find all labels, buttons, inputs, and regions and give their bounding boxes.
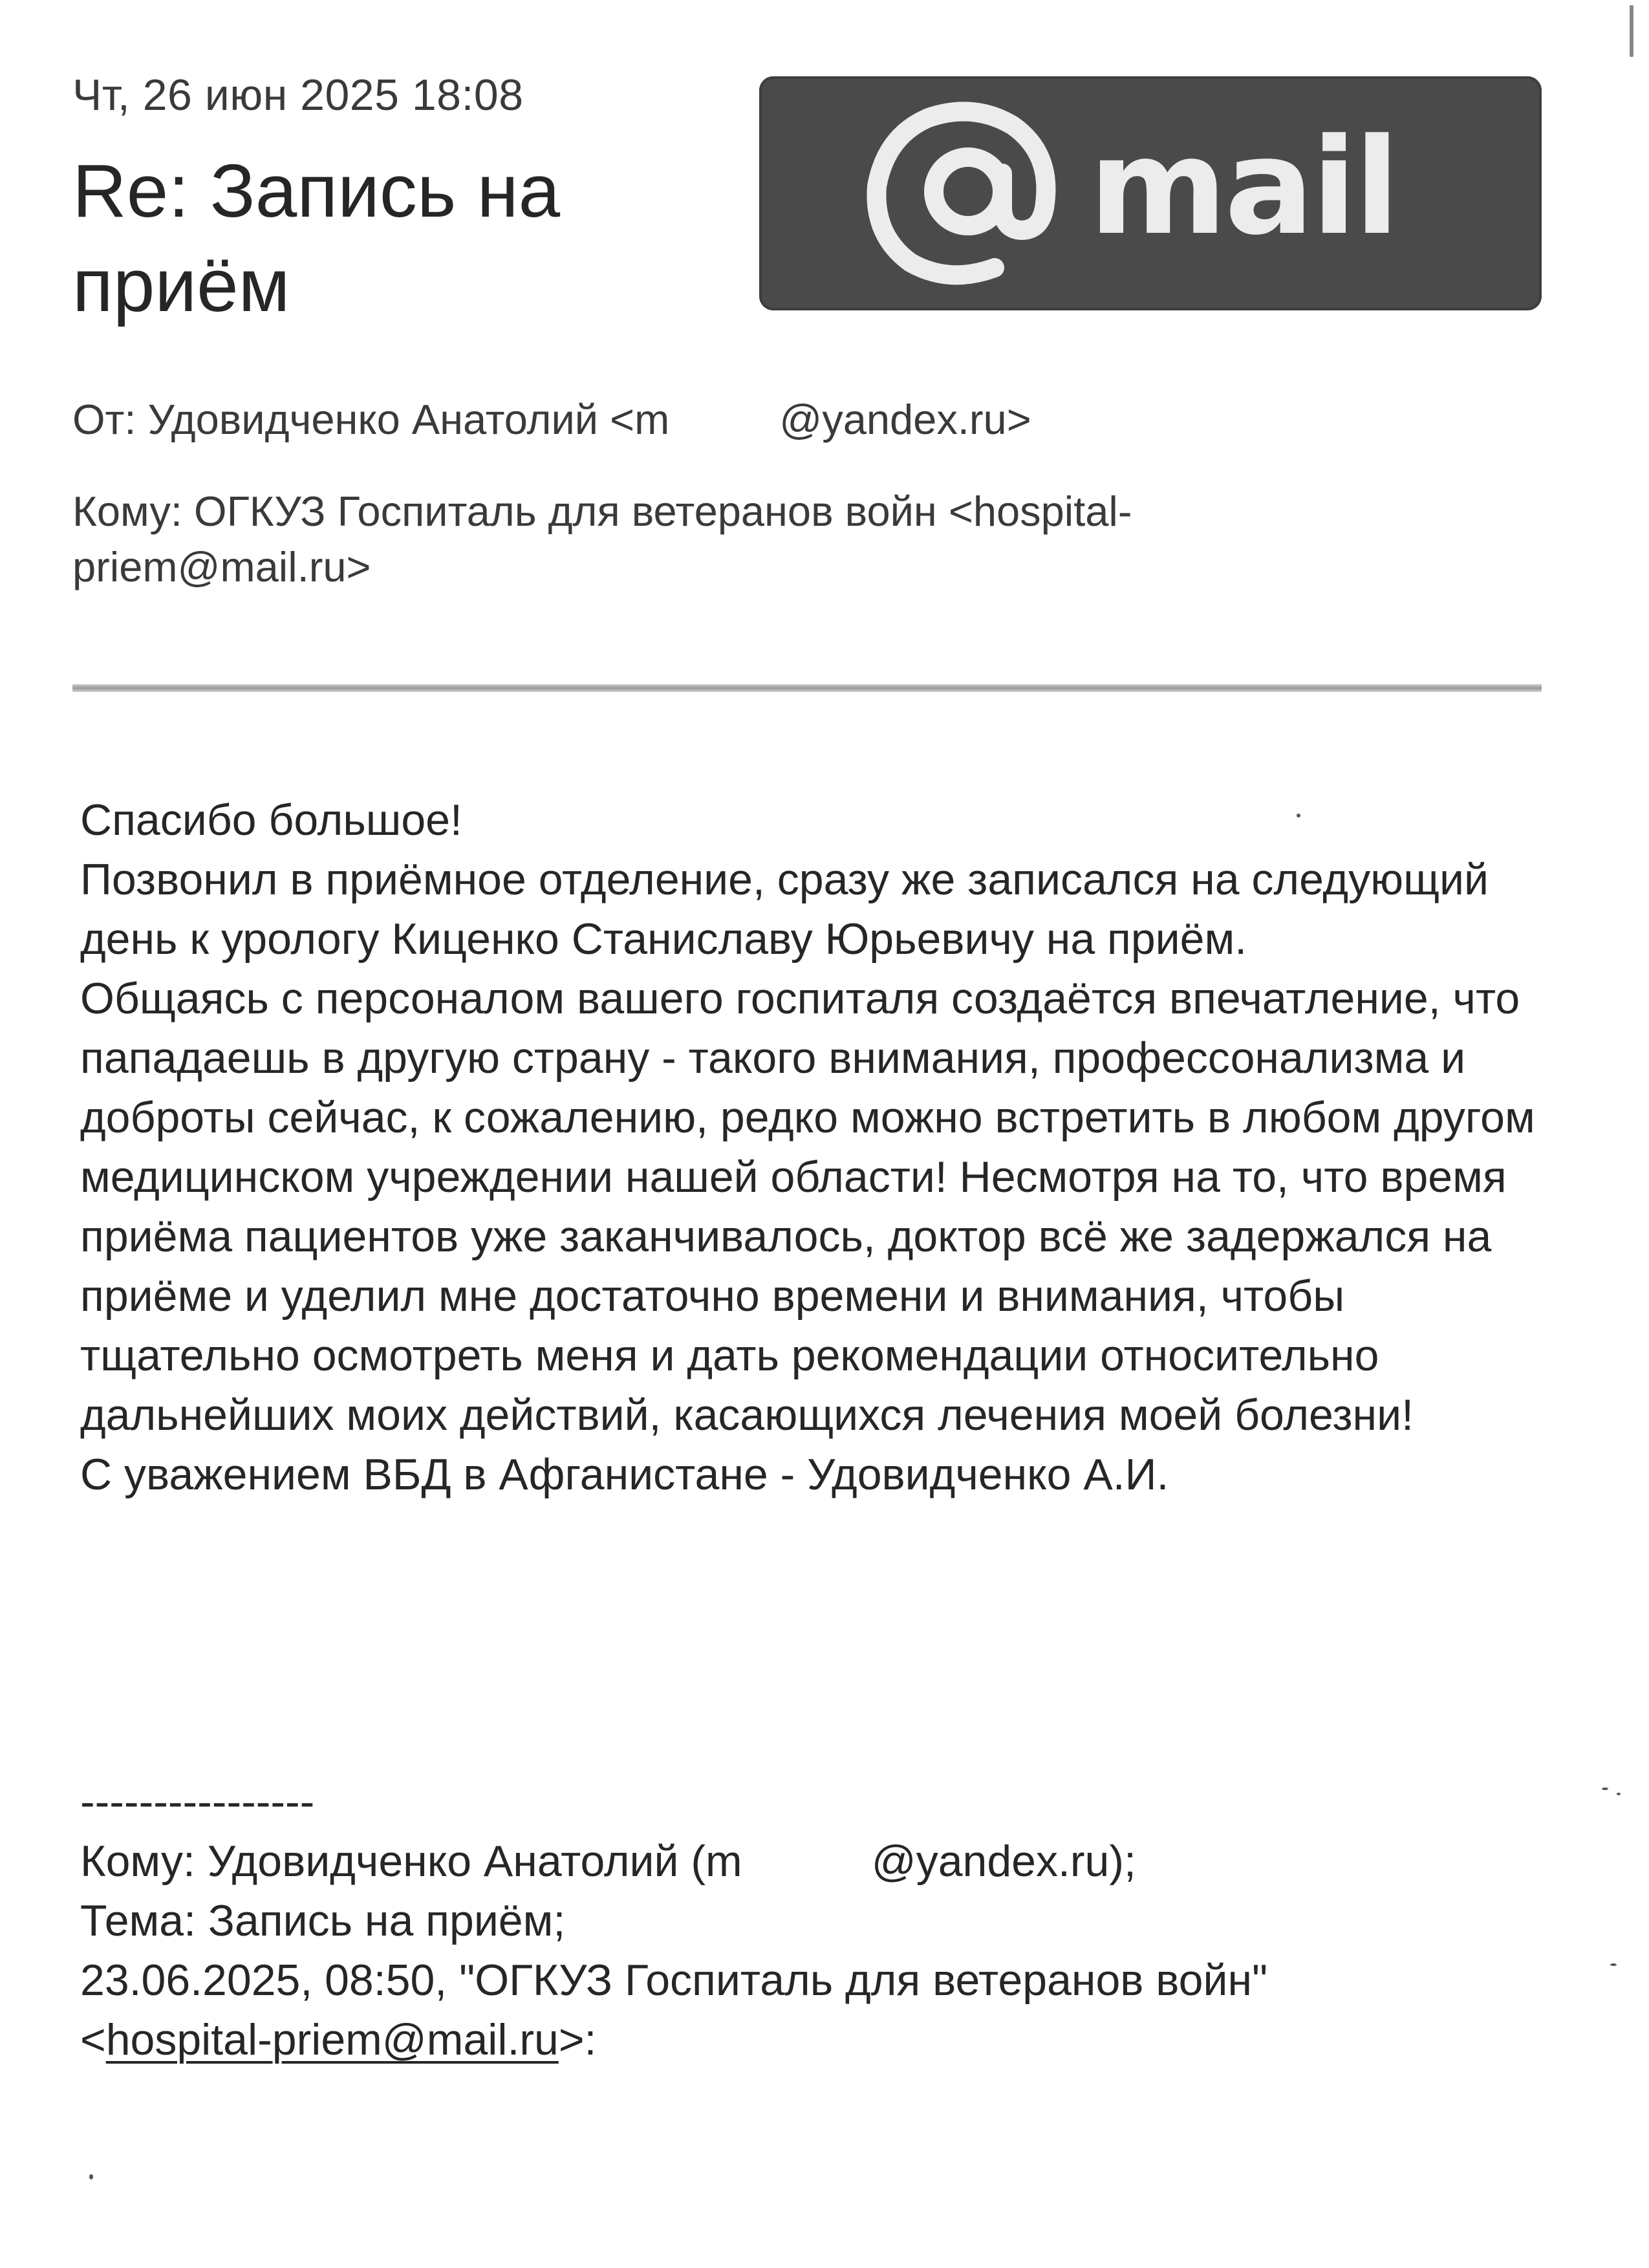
scan-edge <box>1630 5 1633 57</box>
quote-to-line <box>80 1831 1568 1891</box>
email-close: >: <box>558 2015 597 2064</box>
email-open: < <box>80 2015 106 2064</box>
quote-subject: Тема: Запись на приём; <box>80 1896 566 1945</box>
email-subject: Re: Запись на приём <box>72 149 561 327</box>
from-line <box>72 392 1031 448</box>
from-sender: От: Удовидченко Анатолий <m <box>72 396 670 443</box>
email-date: Чт, 26 июн 2025 18:08 <box>72 70 524 120</box>
quote-email-line <box>80 2010 1568 2069</box>
scan-speck <box>89 2174 93 2179</box>
quote-separator: ---------------- <box>80 1777 315 1826</box>
scan-speck <box>1610 1963 1617 1966</box>
sender-email-link[interactable]: hospital-priem@mail.ru <box>105 2015 559 2064</box>
quote-to-domain: @yandex.ru); <box>871 1837 1136 1886</box>
scan-speck <box>1297 814 1300 817</box>
body-line: Спасибо большое! <box>80 795 462 845</box>
body-line: Общаясь с персоналом вашего госпиталя создаётся впечатление, что пападаешь в другую страну - такого внимания, профессонализма и доброты сейчас, к сожалению, редко можно встретить в любом другом медицинском учреждении нашей области! Несмотря на то, что время приёма пациентов уже заканчивалось, доктор всё же задержался на приёме и уделил мне достаточно времени и внимания, чтобы тщательно осмотреть меня и дать рекомендации относительно дальнейших моих действий, касающихся лечения моей болезни! <box>80 974 1535 1440</box>
from-domain: @yandex.ru> <box>779 396 1031 443</box>
body-line: С уважением ВБД в Афганистане - Удовидченко А.И. <box>80 1450 1169 1499</box>
logo-wordmark: mail <box>1089 111 1397 265</box>
to-line: Кому: ОГКУЗ Госпиталь для ветеранов войн <hospital-priem@mail.ru> <box>72 488 1132 590</box>
message-body <box>80 790 1568 1504</box>
mail-logo <box>759 76 1542 310</box>
body-line: Позвонил в приёмное отделение, сразу же записался на следующий день к урологу Киценко Станиславу Юрьевичу на приём. <box>80 855 1489 964</box>
scan-speck <box>1617 1793 1621 1795</box>
quoted-header <box>80 1772 1568 2069</box>
quote-to-name: Кому: Удовидченко Анатолий (m <box>80 1837 742 1886</box>
quote-date-sender: 23.06.2025, 08:50, "ОГКУЗ Госпиталь для ветеранов войн" <box>80 1956 1268 2005</box>
scan-speck <box>1602 1787 1608 1790</box>
header-divider <box>72 684 1542 692</box>
